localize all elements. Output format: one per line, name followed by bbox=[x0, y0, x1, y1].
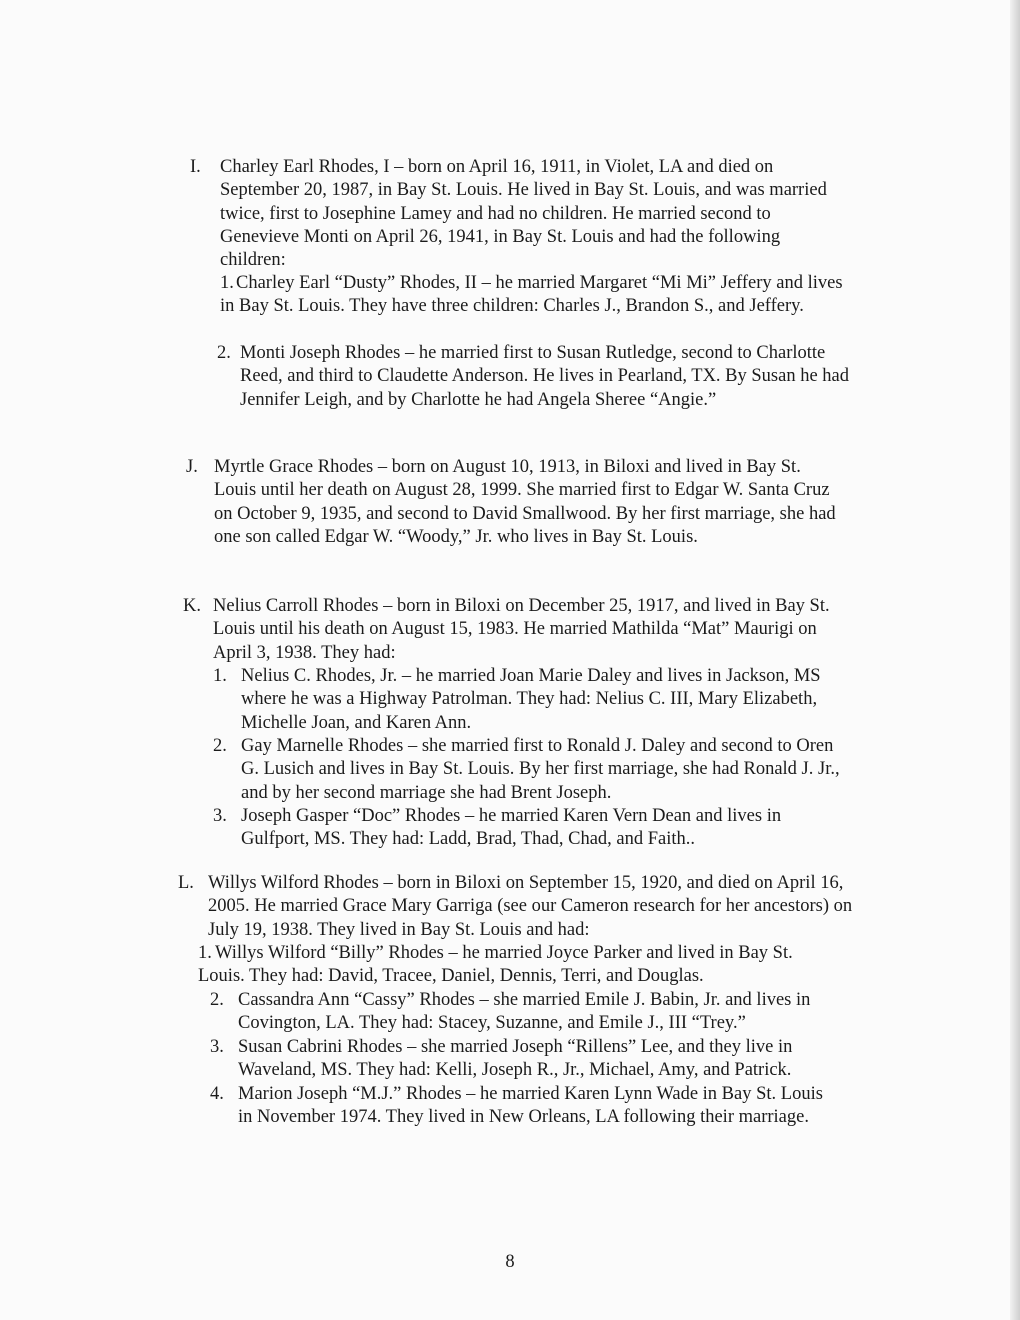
list-item-text: Willys Wilford “Billy” Rhodes – he married Joyce Parker and lived in Bay St. Louis. They had: David, Tracee, Daniel, Dennis, Terri, and Douglas. bbox=[198, 943, 793, 987]
list-item bbox=[198, 1083, 858, 1153]
entry-letter: J. bbox=[186, 457, 198, 477]
list-item bbox=[217, 342, 860, 434]
children-list bbox=[198, 942, 858, 1153]
list-item-number: 4. bbox=[210, 1084, 224, 1104]
entry-letter: I. bbox=[190, 157, 201, 177]
entry-text: Charley Earl Rhodes, I – born on April 16, 1911, in Violet, LA and died on September 20, 1987, in Bay St. Louis. He lived in Bay St. Louis, and was married twice, first to Josephine Lamey and had no children. He married second to Genevieve Monti on April 26, 1941, in Bay St. Louis and had the following children: bbox=[220, 157, 827, 271]
list-item-text: Nelius C. Rhodes, Jr. – he married Joan Marie Daley and lives in Jackson, MS where he was a Highway Patrolman. They had: Nelius C. III, Mary Elizabeth, Michelle Joan, and Karen Ann. bbox=[241, 666, 821, 733]
children-list bbox=[213, 665, 838, 852]
list-item-number: 2. bbox=[210, 990, 224, 1010]
list-item-number: 2. bbox=[213, 736, 227, 756]
list-item-text: Charley Earl “Dusty” Rhodes, II – he married Margaret “Mi Mi” Jeffery and lives in Bay St. Louis. They have three children: Charles J., Brandon S., and Jeffery. bbox=[220, 273, 843, 317]
list-item-number: 3. bbox=[213, 806, 227, 826]
list-item-text: Joseph Gasper “Doc” Rhodes – he married Karen Vern Dean and lives in Gulfport, MS. They had: Ladd, Brad, Thad, Chad, and Faith.. bbox=[241, 806, 782, 850]
list-item-text: Susan Cabrini Rhodes – she married Joseph “Rillens” Lee, and they live in Waveland, MS. They had: Kelli, Joseph R., Jr., Michael, Amy, and Patrick. bbox=[238, 1037, 793, 1081]
children-list bbox=[217, 272, 860, 434]
list-item-text: Monti Joseph Rhodes – he married first to Susan Rutledge, second to Charlotte Reed, and third to Claudette Anderson. He lives in Pearland, TX. By Susan he had Jennifer Leigh, and by Charlotte he had Angela Sheree “Angie.” bbox=[240, 343, 850, 410]
list-item bbox=[198, 1036, 858, 1083]
entry-text: Myrtle Grace Rhodes – born on August 10, 1913, in Biloxi and lived in Bay St. Louis until her death on August 28, 1999. She married first to Edgar W. Santa Cruz on October 9, 1935, and second to David Smallwood. By her first marriage, she had one son called Edgar W. “Woody,” Jr. who lives in Bay St. Louis. bbox=[214, 457, 836, 547]
list-item-number: 2. bbox=[217, 343, 231, 363]
list-item bbox=[213, 735, 838, 805]
list-item-number: 3. bbox=[210, 1037, 224, 1057]
list-item-number: 1. bbox=[198, 943, 212, 963]
list-item bbox=[213, 665, 838, 735]
entry-k bbox=[183, 595, 848, 850]
list-item bbox=[220, 272, 860, 342]
list-item bbox=[198, 942, 858, 989]
entry-i bbox=[190, 156, 850, 410]
page-number: 8 bbox=[505, 1252, 515, 1272]
entry-letter: L. bbox=[178, 873, 194, 893]
list-item bbox=[213, 805, 838, 852]
entry-l bbox=[178, 872, 858, 1128]
list-item-text: Marion Joseph “M.J.” Rhodes – he married Karen Lynn Wade in Bay St. Louis in November 1974. They lived in New Orleans, LA following their marriage. bbox=[238, 1084, 823, 1128]
scan-edge-shadow bbox=[1010, 0, 1020, 1320]
list-item-number: 1. bbox=[213, 666, 227, 686]
list-item-text: Cassandra Ann “Cassy” Rhodes – she married Emile J. Babin, Jr. and lives in Covington, LA. They had: Stacey, Suzanne, and Emile J., III “Trey.” bbox=[238, 990, 811, 1034]
entry-letter: K. bbox=[183, 596, 201, 616]
list-item-text: Gay Marnelle Rhodes – she married first to Ronald J. Daley and second to Oren G. Lusich and lives in Bay St. Louis. By her first marriage, she had Ronald J. Jr., and by her second marriage she had Brent Joseph. bbox=[241, 736, 840, 803]
list-item bbox=[198, 989, 858, 1036]
entry-text: Willys Wilford Rhodes – born in Biloxi on September 15, 1920, and died on April 16, 2005. He married Grace Mary Garriga (see our Cameron research for her ancestors) on July 19, 1938. They lived in Bay St. Louis and had: bbox=[208, 873, 853, 940]
entry-text: Nelius Carroll Rhodes – born in Biloxi on December 25, 1917, and lived in Bay St. Louis until his death on August 15, 1983. He married Mathilda “Mat” Maurigi on April 3, 1938. They had: bbox=[213, 596, 830, 663]
list-item-number: 1. bbox=[220, 273, 234, 293]
